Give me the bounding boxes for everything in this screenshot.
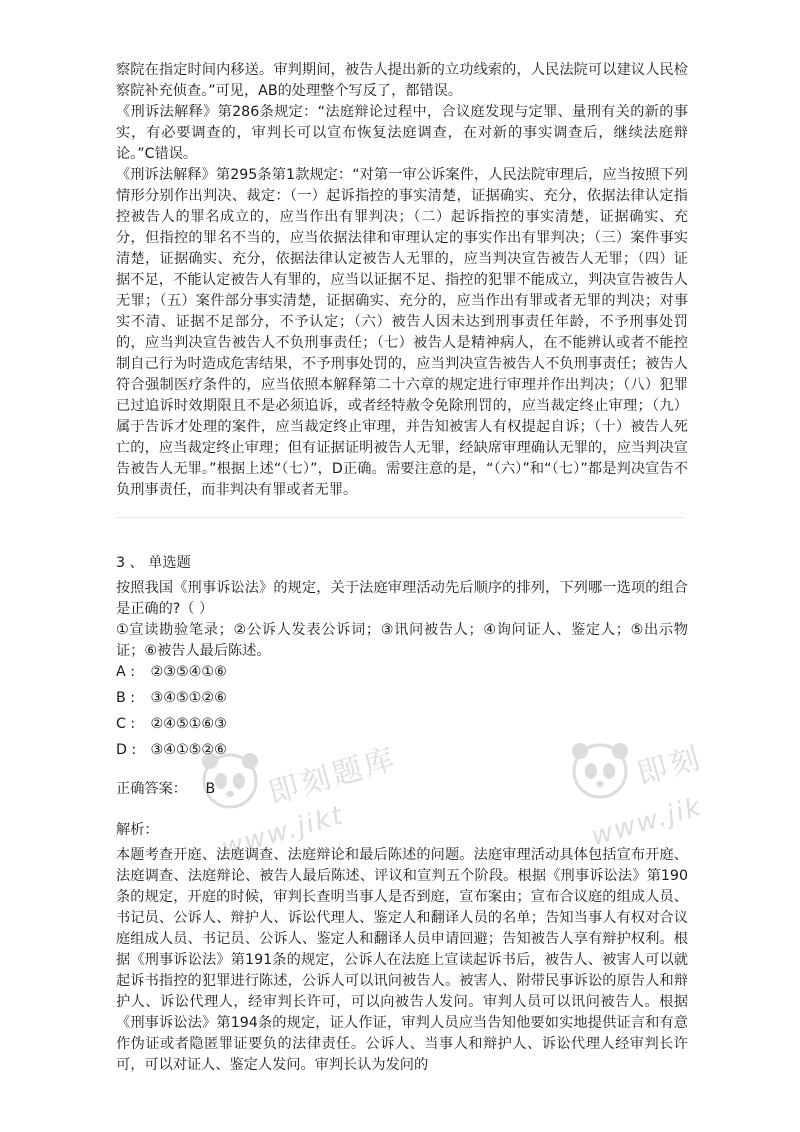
option-letter: B : <box>116 690 136 706</box>
option-letter: D : <box>116 742 137 758</box>
correct-answer-label: 正确答案： <box>116 781 187 797</box>
watermark-brand: 即刻题库 <box>264 741 402 812</box>
watermark-url: www.jik <box>588 791 706 853</box>
option-text: ②③⑤④①⑥ <box>150 664 227 680</box>
question-number-type: 3 、 单选题 <box>116 555 191 571</box>
option-b[interactable] <box>116 688 227 709</box>
question-stem-block <box>116 578 688 662</box>
section-divider <box>116 517 684 518</box>
question-items: ①宣读勘验笔录；②公诉人发表公诉词；③讯问被告人；④询问证人、鉴定人；⑤出示物证；⑥被告人最后陈述。 <box>116 622 688 659</box>
correct-answer-value: B <box>205 781 216 797</box>
option-d[interactable] <box>116 740 227 761</box>
analysis-label: 解析： <box>116 822 159 838</box>
watermark-url: www.jikt <box>218 800 348 864</box>
watermark-right <box>570 735 800 855</box>
question-stem: 按照我国《刑事诉讼法》的规定，关于法庭审理活动先后顺序的排列，下列哪一选项的组合是正确的?（ ） <box>116 580 688 617</box>
option-text: ③④①⑤②⑥ <box>150 742 227 758</box>
option-a[interactable] <box>116 662 227 683</box>
option-text: ③④⑤①②⑥ <box>150 690 227 706</box>
option-text: ②④⑤①⑥③ <box>150 716 227 732</box>
previous-question-explanation: 察院在指定时间内移送。审判期间，被告人提出新的立功线索的，人民法院可以建议人民检察院补充侦查。”可见，AB的处理整个写反了，都错误。 《刑诉法解释》第286条规定：“法庭辩论过程中，合议庭发现与定罪、量刑有关的新的事实，有必要调查的，审判长可以宣布恢复法庭调查，在对新的事实调查后，继续法庭辩论。”C错误。 《刑诉法解释》第295条第1款规定：“对第一审公诉案件，人民法院审理后，应当按照下列情形分别作出判决、裁定：（一）起诉指控的事实清楚，证据确实、充分，依据法律认定指控被告人的罪名成立的，应当作出有罪判决；（二）起诉指控的事实清楚，证据确实、充分，但指控的罪名不当的，应当依据法律和审理认定的事实作出有罪判决；（三）案件事实清楚，证据确实、充分，依据法律认定被告人无罪的，应当判决宣告被告人无罪；（四）证据不足，不能认定被告人有罪的，应当以证据不足、指控的犯罪不能成立，判决宣告被告人无罪；（五）案件部分事实清楚，证据确实、充分的，应当作出有罪或者无罪的判决；对事实不清、证据不足部分，不予认定；（六）被告人因未达到刑事责任年龄，不予刑事处罚的，应当判决宣告被告人不负刑事责任；（七）被告人是精神病人，在不能辨认或者不能控制自己行为时造成危害结果，不予刑事处罚的，应当判决宣告被告人不负刑事责任；被告人符合强制医疗条件的，应当依照本解释第二十六章的规定进行审理并作出判决；（八）犯罪已过追诉时效期限且不是必须追诉，或者经特赦令免除刑罚的，应当裁定终止审理；（九）属于告诉才处理的案件，应当裁定终止审理，并告知被害人有权提起自诉；（十）被告人死亡的，应当裁定终止审理；但有证据证明被告人无罪，经缺席审理确认无罪的，应当判决宣告被告人无罪。”根据上述“（七）”，D正确。需要注意的是，“（六）”和“（七）”都是判决宣告不负刑事责任，而非判决有罪或者无罪。 <box>116 62 688 498</box>
option-letter: A : <box>116 664 135 680</box>
option-letter: C : <box>116 716 136 732</box>
option-c[interactable] <box>116 714 227 735</box>
watermark-brand: 即刻 <box>633 740 707 793</box>
analysis-text: 本题考查开庭、法庭调查、法庭辩论和最后陈述的问题。法庭审理活动具体包括宣布开庭、法庭调查、法庭辩论、被告人最后陈述、评议和宣判五个阶段。根据《刑事诉讼法》第190条的规定，开庭的时候，审判长查明当事人是否到庭，宣布案由；宣布合议庭的组成人员、书记员、公诉人、辩护人、诉讼代理人、鉴定人和翻译人员的名单；告知当事人有权对合议庭组成人员、书记员、公诉人、鉴定人和翻译人员申请回避；告知被告人享有辩护权利。根据《刑事诉讼法》第191条的规定，公诉人在法庭上宣读起诉书后，被告人、被害人可以就起诉书指控的犯罪进行陈述，公诉人可以讯问被告人。被害人、附带民事诉讼的原告人和辩护人、诉讼代理人，经审判长许可，可以向被告人发问。审判人员可以讯问被告人。根据《刑事诉讼法》第194条的规定，证人作证，审判人员应当告知他要如实地提供证言和有意作伪证或者隐匿罪证要负的法律责任。公诉人、当事人和辩护人、诉讼代理人经审判长许可，可以对证人、鉴定人发问。审判长认为发问的 <box>116 847 688 1073</box>
panda-logo-icon <box>570 739 630 803</box>
correct-answer <box>116 779 215 800</box>
